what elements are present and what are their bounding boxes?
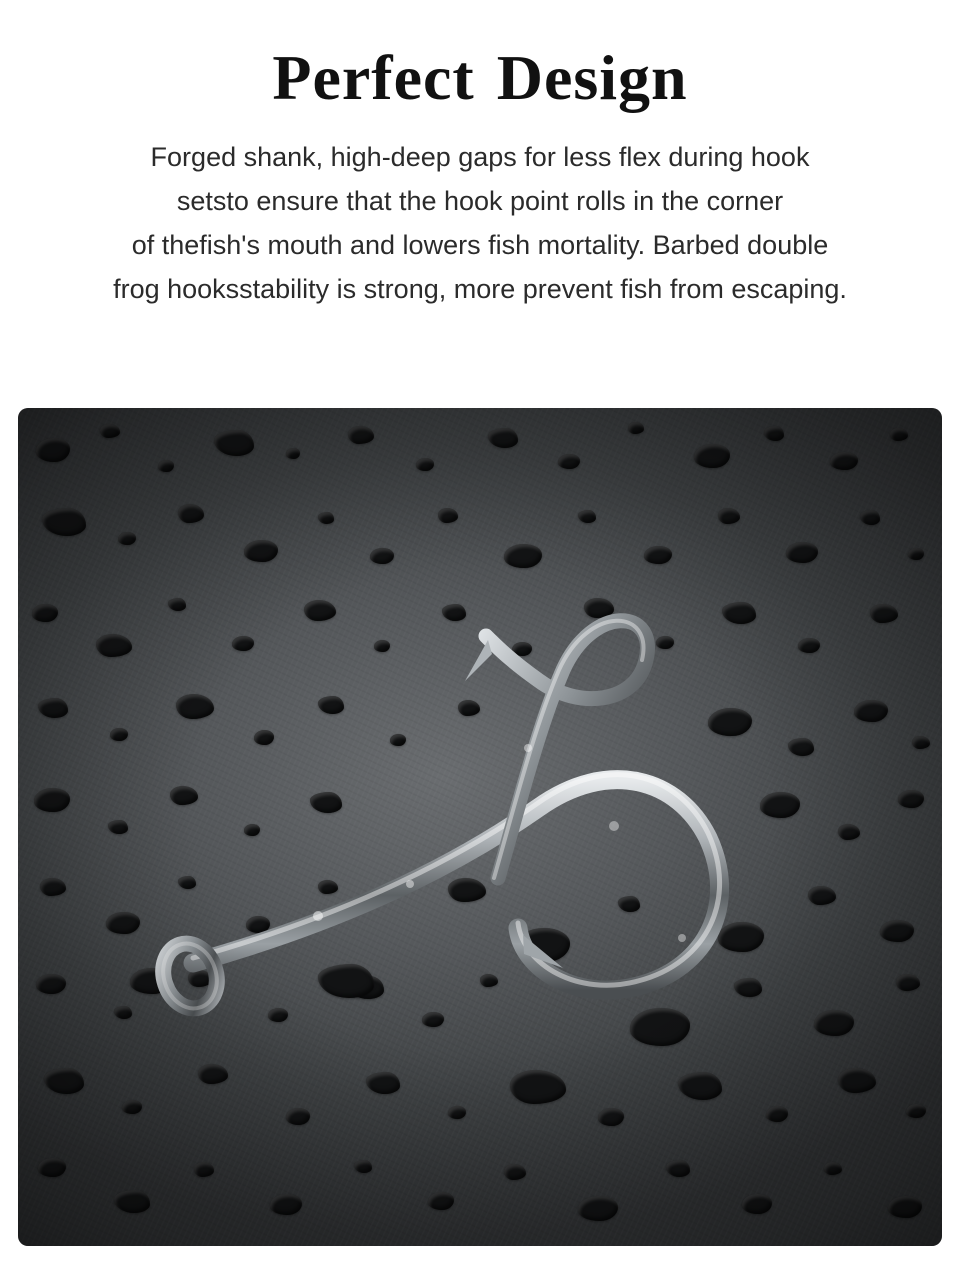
page-title (0, 0, 960, 111)
product-photo (18, 408, 942, 1246)
description-line: frog hooksstability is strong, more prevent fish from escaping. (113, 274, 847, 305)
description-line: setsto ensure that the hook point rolls in the corner (176, 186, 784, 217)
description-block (30, 135, 930, 311)
photo-vignette (18, 408, 942, 1246)
description-line: Forged shank, high-deep gaps for less flex during hook (150, 142, 810, 173)
page-title-word-1: Perfect (272, 42, 475, 113)
description-line: of thefish's mouth and lowers fish mortality. Barbed double (131, 230, 829, 261)
page-title-word-2: Design (496, 42, 688, 113)
